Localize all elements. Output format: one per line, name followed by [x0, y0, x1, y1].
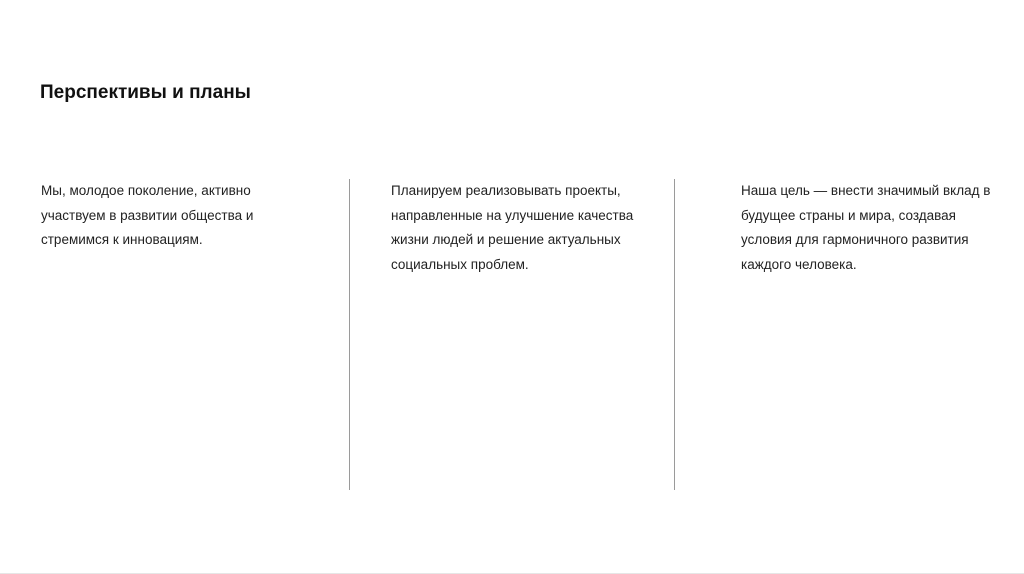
column-text-3: Наша цель — внести значимый вклад в будущее страны и мира, создавая условия для гармоничного развития каждого человека.	[741, 183, 991, 272]
slide-title: Перспективы и планы	[40, 82, 251, 103]
column-divider-2	[674, 179, 675, 490]
column-text-1: Мы, молодое поколение, активно участвуем в развитии общества и стремимся к инновациям.	[41, 183, 254, 247]
column-divider-1	[349, 179, 350, 490]
column-text-2: Планируем реализовывать проекты, направленные на улучшение качества жизни людей и решение актуальных социальных проблем.	[391, 183, 634, 272]
